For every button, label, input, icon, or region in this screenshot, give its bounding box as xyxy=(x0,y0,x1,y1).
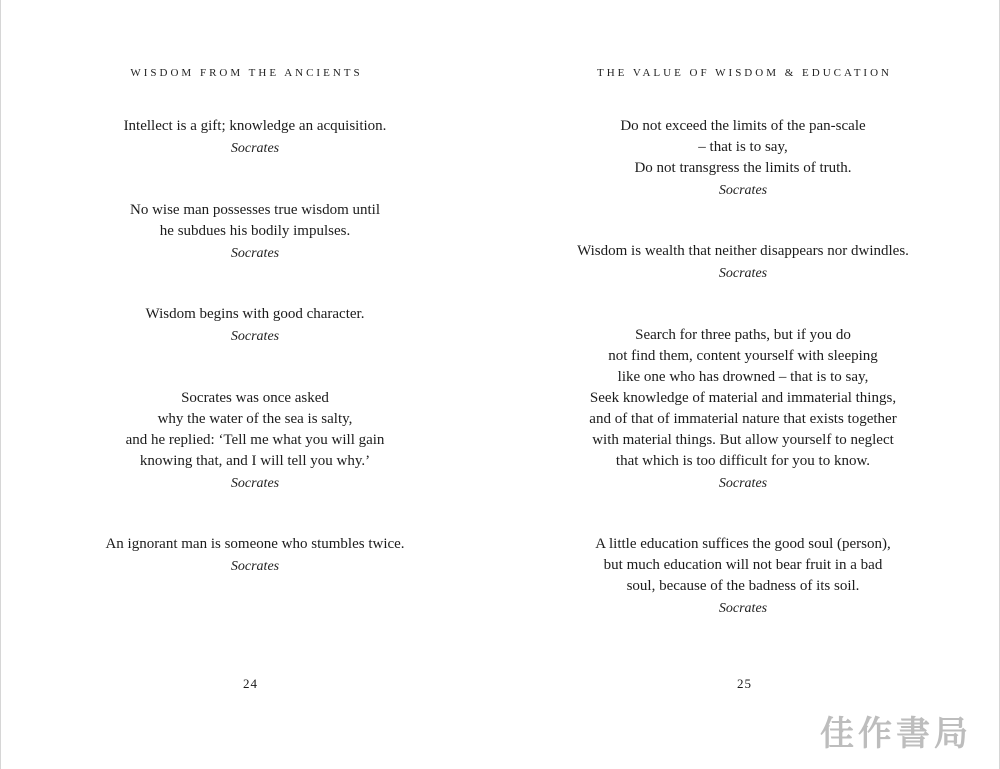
quote-line: and he replied: ‘Tell me what you will gain xyxy=(125,432,385,448)
page-number: 24 xyxy=(243,676,258,691)
quote-line: Seek knowledge of material and immaterial things, xyxy=(589,390,897,406)
quote-line: knowing that, and I will tell you why.’ xyxy=(139,453,371,469)
quote-attribution: Socrates xyxy=(718,183,768,198)
quote-block xyxy=(493,241,993,284)
publisher-watermark: 佳作書局 xyxy=(820,714,972,754)
quote-line: with material things. But allow yourself to neglect xyxy=(592,432,894,448)
quote-line: Search for three paths, but if you do xyxy=(635,327,851,343)
quote-block xyxy=(5,304,505,347)
quote-block xyxy=(493,534,993,619)
quote-block xyxy=(493,325,993,494)
quote-line: – that is to say, xyxy=(698,139,788,155)
quote-line: A little education suffices the good soul (person), xyxy=(595,536,891,552)
quote-line: Intellect is a gift; knowledge an acquisition. xyxy=(123,118,387,134)
quote-block xyxy=(5,388,505,494)
quote-attribution: Socrates xyxy=(230,246,280,261)
running-head: THE VALUE OF WISDOM & EDUCATION xyxy=(597,67,892,79)
quote-block xyxy=(5,116,505,159)
quote-line: Socrates was once asked xyxy=(181,390,329,406)
quote-line: Do not exceed the limits of the pan-scale xyxy=(620,118,866,134)
quote-line: Do not transgress the limits of truth. xyxy=(634,160,852,176)
quote-attribution: Socrates xyxy=(230,476,280,491)
right-page xyxy=(500,0,1000,769)
quote-block xyxy=(5,534,505,577)
quote-block xyxy=(493,116,993,201)
quote-attribution: Socrates xyxy=(230,559,280,574)
quote-attribution: Socrates xyxy=(230,141,280,156)
quote-attribution: Socrates xyxy=(718,266,768,281)
quote-line: Wisdom is wealth that neither disappears nor dwindles. xyxy=(577,243,909,259)
quote-line: he subdues his bodily impulses. xyxy=(159,223,351,239)
quote-line: soul, because of the badness of its soil. xyxy=(626,578,860,594)
quote-attribution: Socrates xyxy=(718,476,768,491)
quote-line: why the water of the sea is salty, xyxy=(157,411,353,427)
quote-line: like one who has drowned – that is to say, xyxy=(617,369,869,385)
quote-block xyxy=(5,200,505,264)
quote-line: that which is too difficult for you to know. xyxy=(615,453,871,469)
quote-line: and of that of immaterial nature that exists together xyxy=(589,411,897,427)
quote-line: not find them, content yourself with sleeping xyxy=(608,348,878,364)
page-number: 25 xyxy=(737,676,752,691)
quote-line: No wise man possesses true wisdom until xyxy=(130,202,380,218)
quote-line: An ignorant man is someone who stumbles twice. xyxy=(105,536,405,552)
running-head: WISDOM FROM THE ANCIENTS xyxy=(130,67,363,79)
quote-attribution: Socrates xyxy=(718,601,768,616)
quote-line: but much education will not bear fruit in a bad xyxy=(603,557,883,573)
quote-attribution: Socrates xyxy=(230,329,280,344)
quote-line: Wisdom begins with good character. xyxy=(145,306,365,322)
